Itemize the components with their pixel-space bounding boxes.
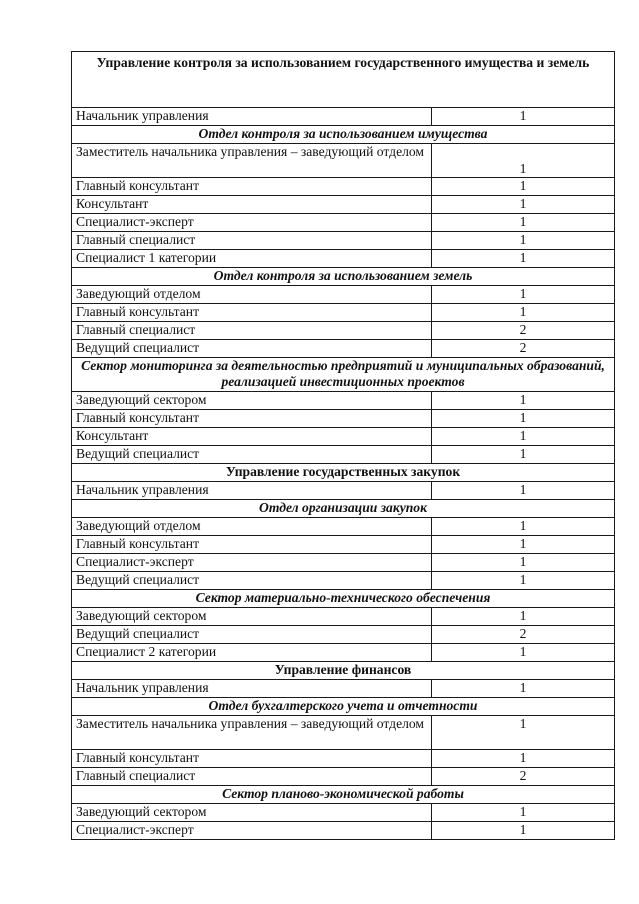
table-row	[72, 768, 615, 786]
table-row	[72, 518, 615, 536]
title-row	[72, 52, 615, 108]
section-heading: Управление государственных закупок	[72, 464, 615, 482]
position-title: Ведущий специалист	[72, 626, 432, 644]
section-heading: Отдел организации закупок	[72, 500, 615, 518]
staff-count: 1	[432, 822, 615, 840]
table-row	[72, 804, 615, 822]
staff-count: 1	[432, 608, 615, 626]
section-heading-row	[72, 358, 615, 392]
section-heading: Отдел бухгалтерского учета и отчетности	[72, 698, 615, 716]
position-title: Главный специалист	[72, 768, 432, 786]
table-row	[72, 608, 615, 626]
staff-count: 1	[432, 716, 615, 750]
staff-count: 1	[432, 536, 615, 554]
position-title: Ведущий специалист	[72, 340, 432, 358]
staff-count: 1	[432, 108, 615, 126]
table-row	[72, 322, 615, 340]
table-row	[72, 626, 615, 644]
table-row	[72, 428, 615, 446]
staff-count: 1	[432, 250, 615, 268]
table-row	[72, 822, 615, 840]
section-heading: Сектор материально-технического обеспечения	[72, 590, 615, 608]
section-heading-row	[72, 126, 615, 144]
section-heading: Сектор планово-экономической работы	[72, 786, 615, 804]
position-title: Специалист-эксперт	[72, 822, 432, 840]
staff-count: 1	[432, 554, 615, 572]
staffing-table-body	[72, 52, 615, 840]
staff-count: 1	[432, 196, 615, 214]
position-title: Специалист-эксперт	[72, 554, 432, 572]
table-row	[72, 304, 615, 322]
section-heading: Отдел контроля за использованием имущества	[72, 126, 615, 144]
staff-count: 1	[432, 178, 615, 196]
document-title: Управление контроля за использованием государственного имущества и земель	[72, 52, 615, 108]
position-title: Главный консультант	[72, 750, 432, 768]
position-title: Консультант	[72, 428, 432, 446]
position-title: Начальник управления	[72, 482, 432, 500]
staff-count: 2	[432, 322, 615, 340]
section-heading-row	[72, 662, 615, 680]
table-row	[72, 286, 615, 304]
position-title: Главный консультант	[72, 536, 432, 554]
table-row	[72, 482, 615, 500]
staff-count: 1	[432, 680, 615, 698]
section-heading: Отдел контроля за использованием земель	[72, 268, 615, 286]
position-title: Заместитель начальника управления – заведующий отделом	[72, 144, 432, 178]
staff-count: 1	[432, 304, 615, 322]
position-title: Заведующий отделом	[72, 286, 432, 304]
table-row	[72, 392, 615, 410]
staff-count: 2	[432, 768, 615, 786]
position-title: Главный консультант	[72, 410, 432, 428]
position-title: Специалист-эксперт	[72, 214, 432, 232]
table-row	[72, 144, 615, 178]
table-row	[72, 680, 615, 698]
staff-count: 1	[432, 572, 615, 590]
staff-count: 2	[432, 626, 615, 644]
section-heading-row	[72, 268, 615, 286]
staff-count: 1	[432, 392, 615, 410]
staff-count: 1	[432, 144, 615, 178]
staff-count: 1	[432, 482, 615, 500]
position-title: Ведущий специалист	[72, 446, 432, 464]
section-heading: Управление финансов	[72, 662, 615, 680]
section-heading-row	[72, 786, 615, 804]
position-title: Начальник управления	[72, 108, 432, 126]
table-row	[72, 536, 615, 554]
position-title: Специалист 1 категории	[72, 250, 432, 268]
staffing-table	[71, 51, 615, 840]
staff-count: 1	[432, 804, 615, 822]
position-title: Главный специалист	[72, 322, 432, 340]
position-title: Главный консультант	[72, 178, 432, 196]
staff-count: 1	[432, 286, 615, 304]
staff-count: 1	[432, 214, 615, 232]
table-row	[72, 572, 615, 590]
table-row	[72, 232, 615, 250]
section-heading-row	[72, 464, 615, 482]
position-title: Начальник управления	[72, 680, 432, 698]
staff-count: 1	[432, 232, 615, 250]
staff-count: 1	[432, 428, 615, 446]
position-title: Заведующий отделом	[72, 518, 432, 536]
staff-count: 1	[432, 410, 615, 428]
table-row	[72, 340, 615, 358]
section-heading-row	[72, 590, 615, 608]
table-row	[72, 716, 615, 750]
position-title: Главный специалист	[72, 232, 432, 250]
position-title: Заведующий сектором	[72, 392, 432, 410]
table-row	[72, 196, 615, 214]
position-title: Заместитель начальника управления – заведующий отделом	[72, 716, 432, 750]
section-heading-row	[72, 500, 615, 518]
table-row	[72, 446, 615, 464]
position-title: Заведующий сектором	[72, 608, 432, 626]
table-row	[72, 554, 615, 572]
section-heading-row	[72, 698, 615, 716]
table-row	[72, 250, 615, 268]
table-row	[72, 178, 615, 196]
staff-count: 1	[432, 446, 615, 464]
position-title: Специалист 2 категории	[72, 644, 432, 662]
staff-count: 1	[432, 644, 615, 662]
table-row	[72, 108, 615, 126]
table-row	[72, 410, 615, 428]
position-title: Заведующий сектором	[72, 804, 432, 822]
table-row	[72, 750, 615, 768]
staff-count: 1	[432, 518, 615, 536]
position-title: Консультант	[72, 196, 432, 214]
staff-count: 2	[432, 340, 615, 358]
staff-count: 1	[432, 750, 615, 768]
table-row	[72, 214, 615, 232]
position-title: Главный консультант	[72, 304, 432, 322]
position-title: Ведущий специалист	[72, 572, 432, 590]
section-heading: Сектор мониторинга за деятельностью предприятий и муниципальных образований, реализацией инвестиционных проектов	[72, 358, 615, 392]
table-row	[72, 644, 615, 662]
